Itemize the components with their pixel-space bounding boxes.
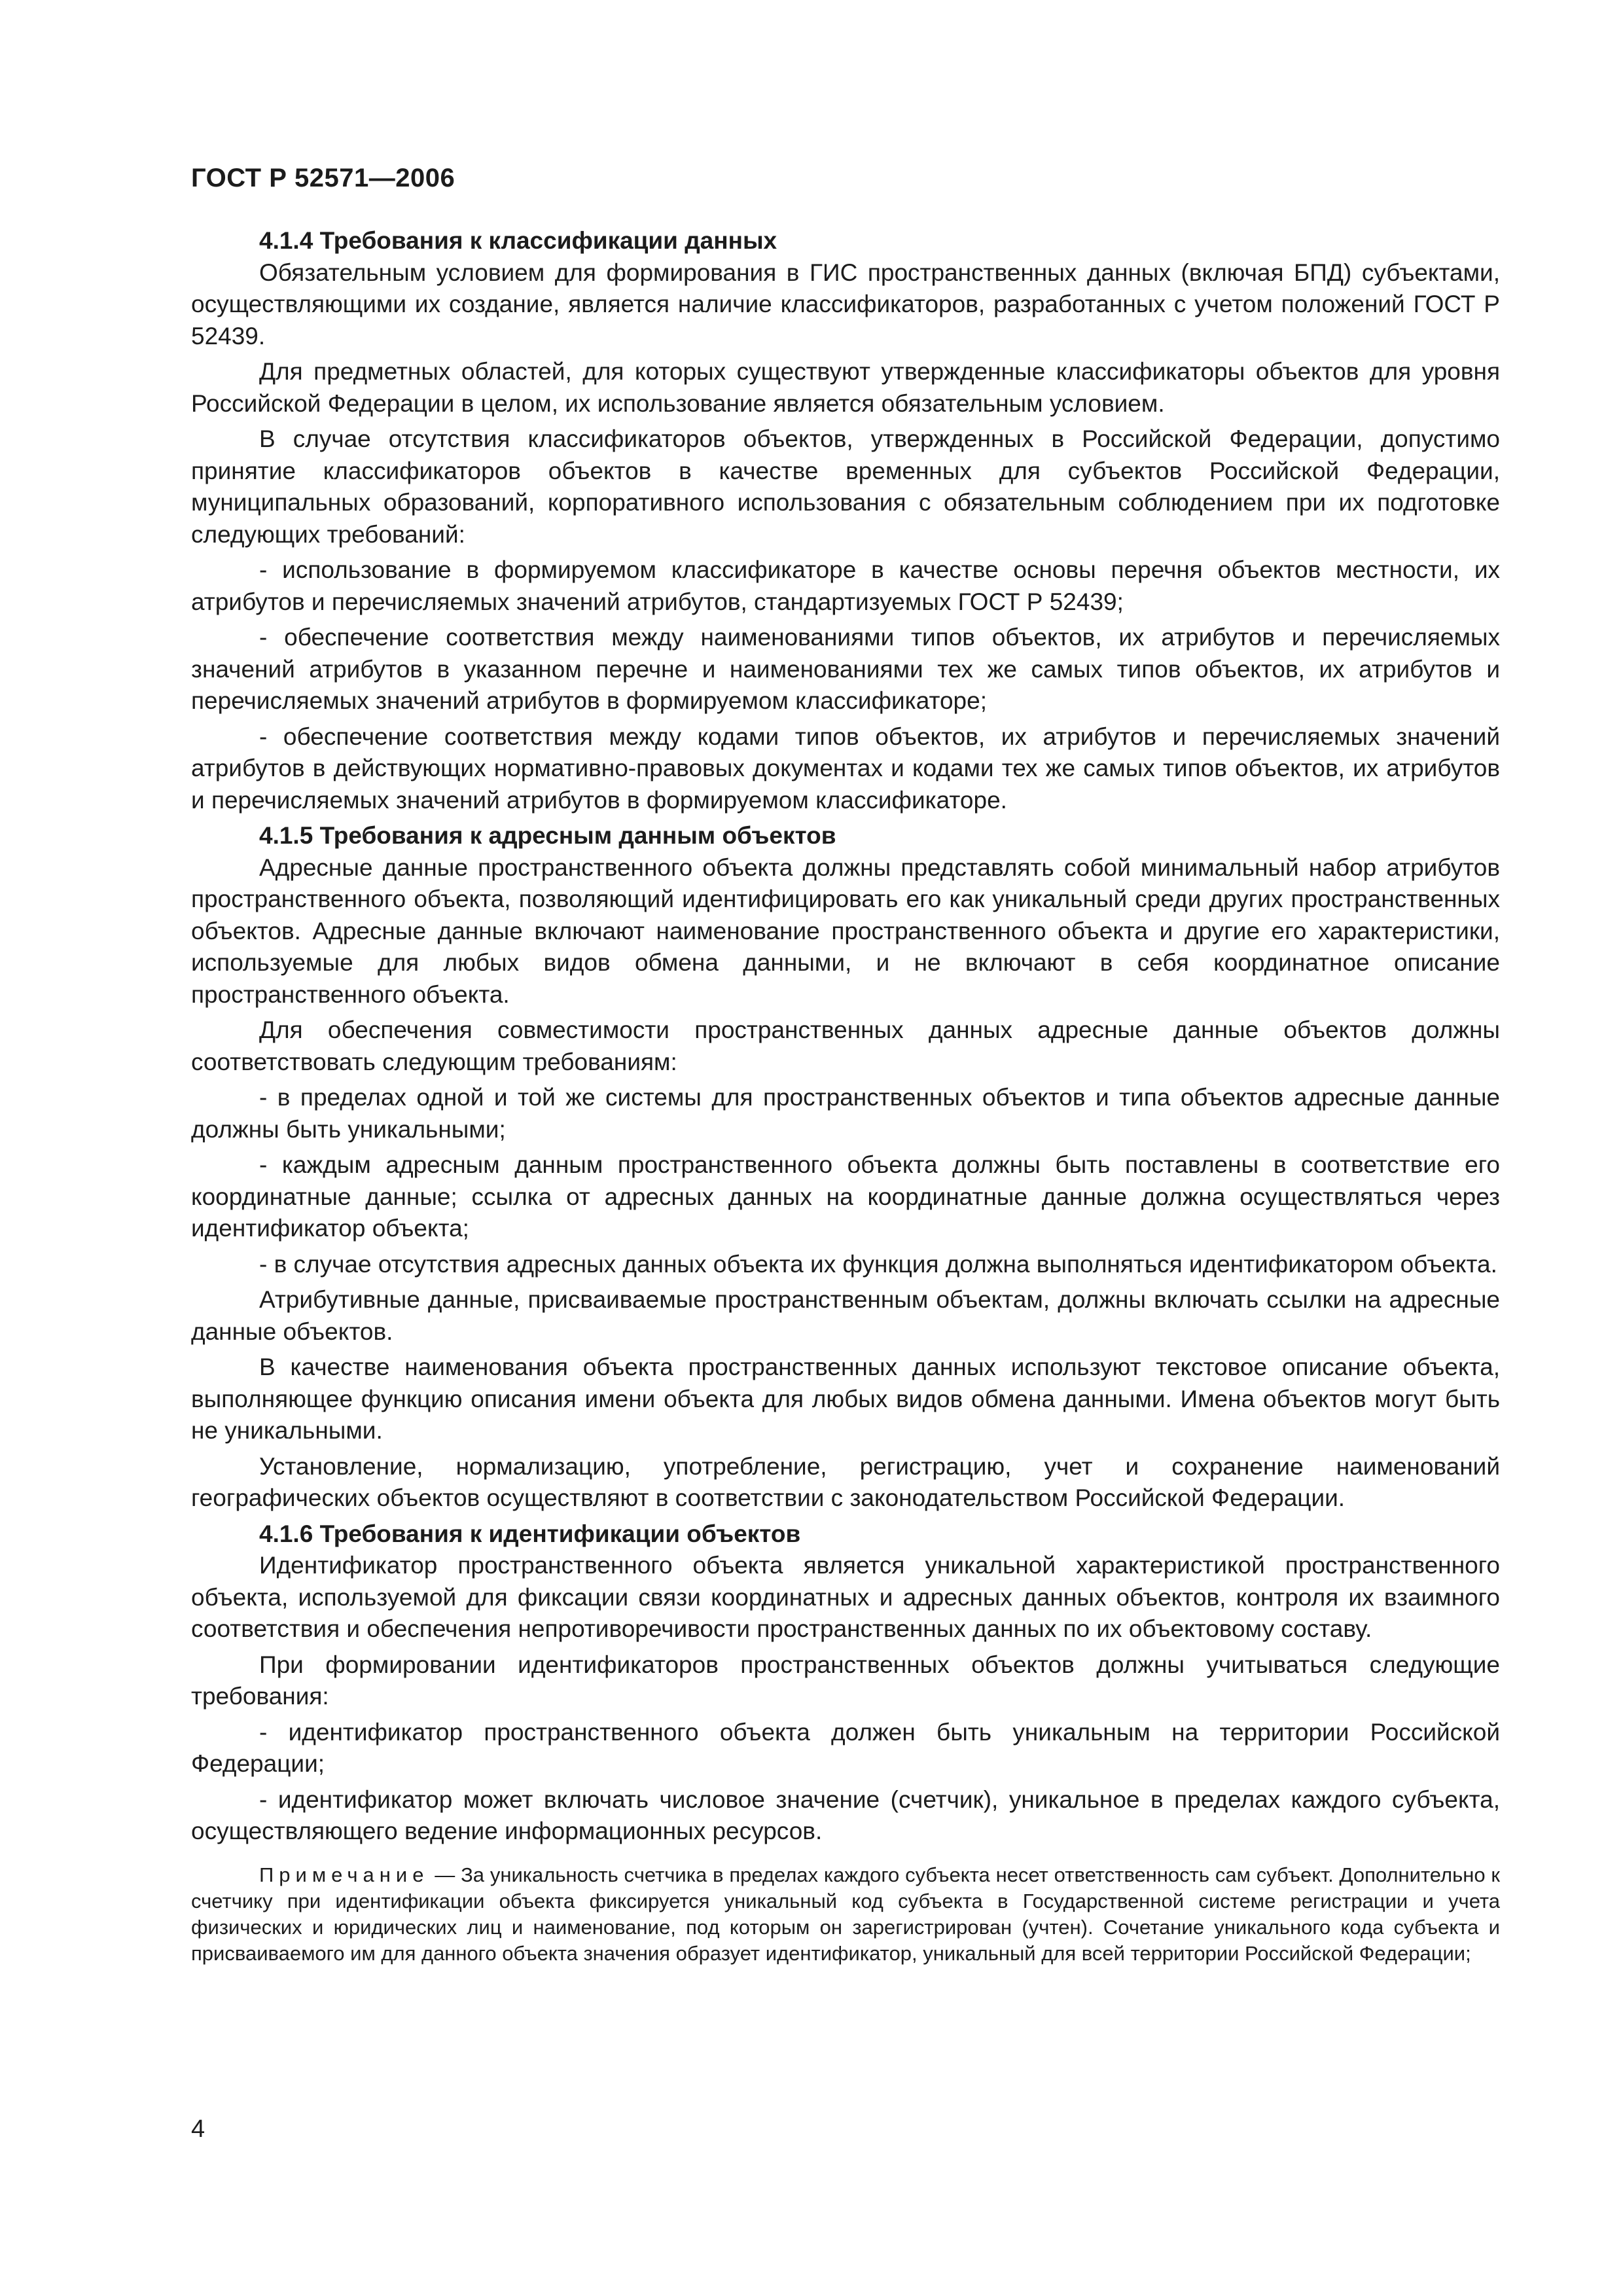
paragraph: Атрибутивные данные, присваиваемые пространственным объектам, должны включать ссылки на адресные данные объектов. [191, 1286, 1500, 1345]
list-item: - идентификатор пространственного объекта должен быть уникальным на территории Российской Федерации; [191, 1718, 1500, 1777]
list-item: - в случае отсутствия адресных данных объекта их функция должна выполняться идентификатором объекта. [259, 1250, 1497, 1278]
standard-header: ГОСТ Р 52571—2006 [191, 164, 455, 192]
list-item: - каждым адресным данным пространственного объекта должны быть поставлены в соответствие его координатные данные; ссылка от адресных данных на координатные данные должна осуществляться через идентификатор объекта; [191, 1151, 1500, 1242]
paragraph: В качестве наименования объекта пространственных данных используют текстовое описание объекта, выполняющее функцию описания имени объекта для любых видов обмена данными. Имена объектов могут быть не уникальными. [191, 1354, 1500, 1444]
note-text: За уникальность счетчика в пределах каждого субъекта несет ответственность сам субъект. Дополнительно к счетчику при идентификации объекта фиксируется уникальный код субъекта в Государственной системе регистрации и учета физических и юридических лиц и наименование, под которым он зарегистрирован (учтен). Сочетание уникального кода субъекта и присваиваемого им для данного объекта значения образует идентификатор, уникальный для всей территории Российской Федерации; [191, 1863, 1500, 1965]
section-heading-4-1-5: 4.1.5 Требования к адресным данным объектов [259, 822, 836, 849]
list-item: - обеспечение соответствия между наименованиями типов объектов, их атрибутов и перечисляемых значений атрибутов в указанном перечне и наименованиями тех же самых типов объектов, их атрибутов и перечисляемых значений атрибутов в формируемом классификаторе; [191, 624, 1500, 714]
paragraph: Для предметных областей, для которых существуют утвержденные классификаторы объектов для уровня Российской Федерации в целом, их использование является обязательным условием. [191, 358, 1500, 417]
list-item: - в пределах одной и той же системы для пространственных объектов и типа объектов адресные данные должны быть уникальными; [191, 1084, 1500, 1143]
paragraph: Идентификатор пространственного объекта является уникальной характеристикой пространственного объекта, используемой для фиксации связи координатных и адресных данных объектов, контроля их взаимного соответствия и обеспечения непротиворечивости пространственных данных по их объектовому составу. [191, 1552, 1500, 1642]
section-heading-4-1-4: 4.1.4 Требования к классификации данных [259, 227, 777, 254]
paragraph: Обязательным условием для формирования в ГИС пространственных данных (включая БПД) субъектами, осуществляющими их создание, является наличие классификаторов, разработанных с учетом положений ГОСТ Р 52439. [191, 259, 1500, 350]
paragraph: Установление, нормализацию, употребление, регистрацию, учет и сохранение наименований географических объектов осуществляют в соответствии с законодательством Российской Федерации. [191, 1452, 1500, 1511]
paragraph: Адресные данные пространственного объекта должны представлять собой минимальный набор атрибутов пространственного объекта, позволяющий идентифицировать его как уникальный среди других пространственных объектов. Адресные данные включают наименование пространственного объекта и другие его характеристики, используемые для любых видов обмена данными, и не включают в себя координатное описание пространственного объекта. [191, 853, 1500, 1008]
note [191, 1862, 1500, 1967]
section-heading-4-1-6: 4.1.6 Требования к идентификации объектов [259, 1520, 801, 1547]
note-label: Примечание [259, 1863, 429, 1886]
list-item: - идентификатор может включать числовое значение (счетчик), уникальное в пределах каждого субъекта, осуществляющего ведение информационных ресурсов. [191, 1785, 1500, 1844]
paragraph: Для обеспечения совместимости пространственных данных адресные данные объектов должны соответствовать следующим требованиям: [191, 1016, 1500, 1075]
paragraph: При формировании идентификаторов пространственных объектов должны учитываться следующие требования: [191, 1651, 1500, 1710]
list-item: - обеспечение соответствия между кодами типов объектов, их атрибутов и перечисляемых значений атрибутов в действующих нормативно-правовых документах и кодами тех же самых типов объектов, их атрибутов и перечисляемых значений атрибутов в формируемом классификаторе. [191, 723, 1500, 814]
document-body [191, 225, 1500, 1967]
paragraph: В случае отсутствия классификаторов объектов, утвержденных в Российской Федерации, допустимо принятие классификаторов объектов в качестве временных для субъектов Российской Федерации, муниципальных образований, корпоративного использования с обязательным соблюдением при их подготовке следующих требований: [191, 425, 1500, 548]
page-number: 4 [191, 2115, 205, 2143]
note-separator: — [429, 1863, 461, 1886]
list-item: - использование в формируемом классификаторе в качестве основы перечня объектов местности, их атрибутов и перечисляемых значений атрибутов, стандартизуемых ГОСТ Р 52439; [191, 556, 1500, 615]
